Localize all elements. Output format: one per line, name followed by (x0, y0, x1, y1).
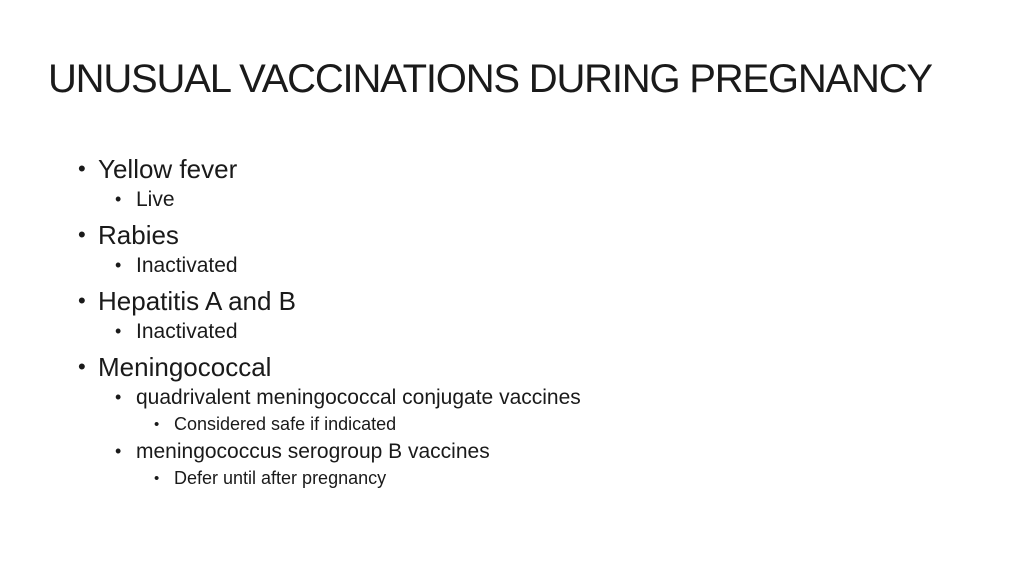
bullet-icon: • (115, 189, 122, 209)
slide-title: UNUSUAL VACCINATIONS DURING PREGNANCY (48, 57, 932, 101)
bullet-item-hepatitis (78, 285, 978, 345)
sub-sub-list (136, 466, 978, 491)
bullet-text: Rabies (98, 220, 179, 250)
bullet-text: Yellow fever (98, 154, 238, 184)
sub-bullet-text: quadrivalent meningococcal conjugate vaccines (136, 386, 581, 409)
sub-bullet-text: meningococcus serogroup B vaccines (136, 440, 490, 463)
bullet-list (78, 153, 978, 491)
bullet-icon: • (78, 222, 86, 247)
bullet-icon: • (78, 288, 86, 313)
sub-list (98, 384, 978, 491)
sub-bullet-text: Inactivated (136, 254, 238, 277)
sub-sub-bullet-item (154, 412, 978, 437)
sub-bullet-item (115, 384, 978, 437)
sub-bullet-text: Live (136, 188, 175, 211)
bullet-list-container (78, 153, 978, 497)
bullet-item-rabies (78, 219, 978, 279)
sub-bullet-item (115, 252, 978, 279)
bullet-icon: • (154, 416, 160, 433)
bullet-item-meningococcal (78, 351, 978, 491)
bullet-text: Hepatitis A and B (98, 286, 297, 316)
bullet-icon: • (78, 156, 86, 181)
bullet-icon: • (115, 255, 122, 275)
sub-list (98, 318, 978, 345)
bullet-icon: • (154, 470, 160, 487)
sub-sub-list (136, 412, 978, 437)
bullet-icon: • (115, 441, 122, 461)
bullet-icon: • (78, 354, 86, 379)
bullet-item-yellow-fever (78, 153, 978, 213)
sub-list (98, 186, 978, 213)
sub-sub-bullet-text: Considered safe if indicated (174, 414, 397, 434)
bullet-icon: • (115, 321, 122, 341)
sub-bullet-text: Inactivated (136, 320, 238, 343)
sub-bullet-item (115, 438, 978, 491)
sub-sub-bullet-item (154, 466, 978, 491)
sub-bullet-item (115, 318, 978, 345)
bullet-icon: • (115, 387, 122, 407)
sub-list (98, 252, 978, 279)
bullet-text: Meningococcal (98, 352, 272, 382)
sub-bullet-item (115, 186, 978, 213)
sub-sub-bullet-text: Defer until after pregnancy (174, 468, 387, 488)
